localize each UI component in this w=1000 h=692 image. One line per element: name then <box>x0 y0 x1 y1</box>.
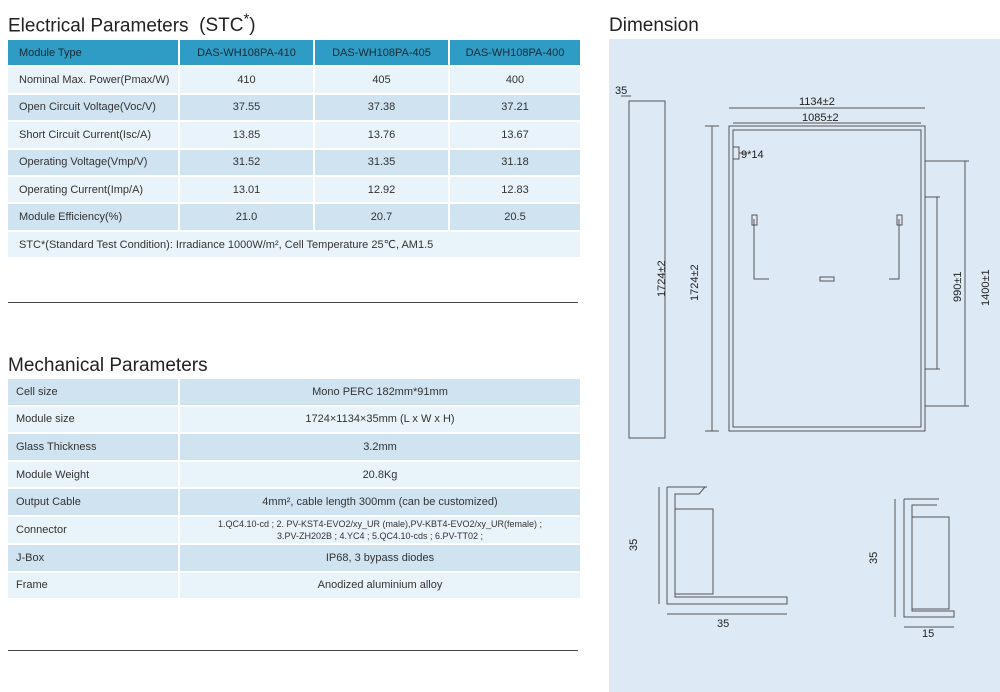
table-row <box>8 572 580 600</box>
table-cell: 4mm², cable length 300mm (can be customized) <box>180 489 580 515</box>
table-row <box>8 66 580 93</box>
table-cell: 21.0 <box>180 204 313 229</box>
dim-side-length: 1724±2 <box>656 260 668 297</box>
table-row <box>8 461 580 489</box>
table-header-cell: DAS-WH108PA-400 <box>450 40 580 65</box>
row-label: J-Box <box>8 545 178 571</box>
table-note-row <box>8 231 580 258</box>
table-row <box>8 433 580 461</box>
dimension-title: Dimension <box>609 15 699 36</box>
dim-ground-span: 1400±1 <box>980 269 992 306</box>
dim-short-frame-height: 35 <box>868 551 880 564</box>
table-cell: 37.38 <box>315 95 448 120</box>
row-label: Connector <box>8 517 178 543</box>
dimension-drawing <box>609 39 1000 692</box>
dim-thickness: 35 <box>615 85 628 97</box>
table-row <box>8 378 580 406</box>
dim-short-frame-width: 15 <box>922 628 935 640</box>
table-cell: 37.55 <box>180 95 313 120</box>
table-cell: 13.76 <box>315 122 448 147</box>
table-cell: 400 <box>450 67 580 92</box>
table-cell: 13.67 <box>450 122 580 147</box>
table-header-cell: DAS-WH108PA-405 <box>315 40 448 65</box>
table-cell <box>180 517 580 543</box>
row-label: Module size <box>8 407 178 433</box>
table-cell: 405 <box>315 67 448 92</box>
table-header-row <box>8 39 580 66</box>
table-cell: 3.2mm <box>180 434 580 460</box>
table-cell: 31.52 <box>180 150 313 175</box>
row-label: Nominal Max. Power(Pmax/W) <box>8 67 178 92</box>
cable-right <box>889 219 899 279</box>
connector-line-1: 1.QC4.10-cd ; 2. PV-KST4-EVO2/xy_UR (male),PV-KBT4-EVO2/xy_UR(female) ; <box>217 518 543 529</box>
dim-long-frame-height: 35 <box>628 538 640 551</box>
electrical-title-suffix: (STC*) <box>199 11 256 37</box>
table-row <box>8 121 580 148</box>
row-label: Operating Current(Imp/A) <box>8 177 178 202</box>
table-row <box>8 488 580 516</box>
table-row <box>8 94 580 121</box>
table-header-cell: Module Type <box>8 40 178 65</box>
table-cell: Anodized aluminium alloy <box>180 573 580 599</box>
mechanical-table <box>8 378 580 599</box>
short-frame-profile <box>904 499 954 617</box>
table-row <box>8 406 580 434</box>
table-cell: 31.35 <box>315 150 448 175</box>
long-frame-profile <box>667 487 787 604</box>
row-label: Open Circuit Voltage(Voc/V) <box>8 95 178 120</box>
table-row <box>8 544 580 572</box>
stc-note: STC*(Standard Test Condition): Irradiance 1000W/m², Cell Temperature 25℃, AM1.5 <box>8 232 580 257</box>
electrical-table <box>8 39 580 258</box>
connector-line-2: 3.PV-ZH202B ; 4.YC4 ; 5.QC4.10-cds ; 6.PV-TT02 ; <box>276 530 484 541</box>
row-label: Operating Voltage(Vmp/V) <box>8 150 178 175</box>
dim-mount-span: 990±1 <box>952 271 964 302</box>
table-cell: Mono PERC 182mm*91mm <box>180 379 580 405</box>
table-cell: 1724×1134×35mm (L x W x H) <box>180 407 580 433</box>
table-cell: IP68, 3 bypass diodes <box>180 545 580 571</box>
cable-left <box>754 219 769 279</box>
dim-outer-width: 1134±2 <box>799 96 835 108</box>
dim-inner-width: 1085±2 <box>802 112 839 124</box>
electrical-title <box>8 11 256 37</box>
electrical-title-text: Electrical Parameters <box>8 15 189 37</box>
dim-hole: 9*14 <box>741 149 764 161</box>
table-cell: 37.21 <box>450 95 580 120</box>
row-label: Cell size <box>8 379 178 405</box>
row-label: Module Efficiency(%) <box>8 204 178 229</box>
table-header-cell: DAS-WH108PA-410 <box>180 40 313 65</box>
dim-front-length: 1724±2 <box>689 264 701 301</box>
row-label: Module Weight <box>8 462 178 488</box>
row-label: Short Circuit Current(Isc/A) <box>8 122 178 147</box>
divider <box>8 302 578 303</box>
table-cell: 12.92 <box>315 177 448 202</box>
junction-box <box>820 277 834 281</box>
mounting-hole <box>733 147 739 159</box>
table-cell: 12.83 <box>450 177 580 202</box>
table-cell: 13.85 <box>180 122 313 147</box>
table-row <box>8 149 580 176</box>
dim-long-frame-width: 35 <box>717 618 730 630</box>
table-cell: 20.5 <box>450 204 580 229</box>
row-label: Frame <box>8 573 178 599</box>
table-row <box>8 516 580 544</box>
table-cell: 20.8Kg <box>180 462 580 488</box>
mechanical-title: Mechanical Parameters <box>8 355 208 376</box>
table-row <box>8 203 580 230</box>
row-label: Output Cable <box>8 489 178 515</box>
table-cell: 13.01 <box>180 177 313 202</box>
table-cell: 31.18 <box>450 150 580 175</box>
divider <box>8 650 578 651</box>
table-row <box>8 176 580 203</box>
table-cell: 20.7 <box>315 204 448 229</box>
table-cell: 410 <box>180 67 313 92</box>
row-label: Glass Thickness <box>8 434 178 460</box>
